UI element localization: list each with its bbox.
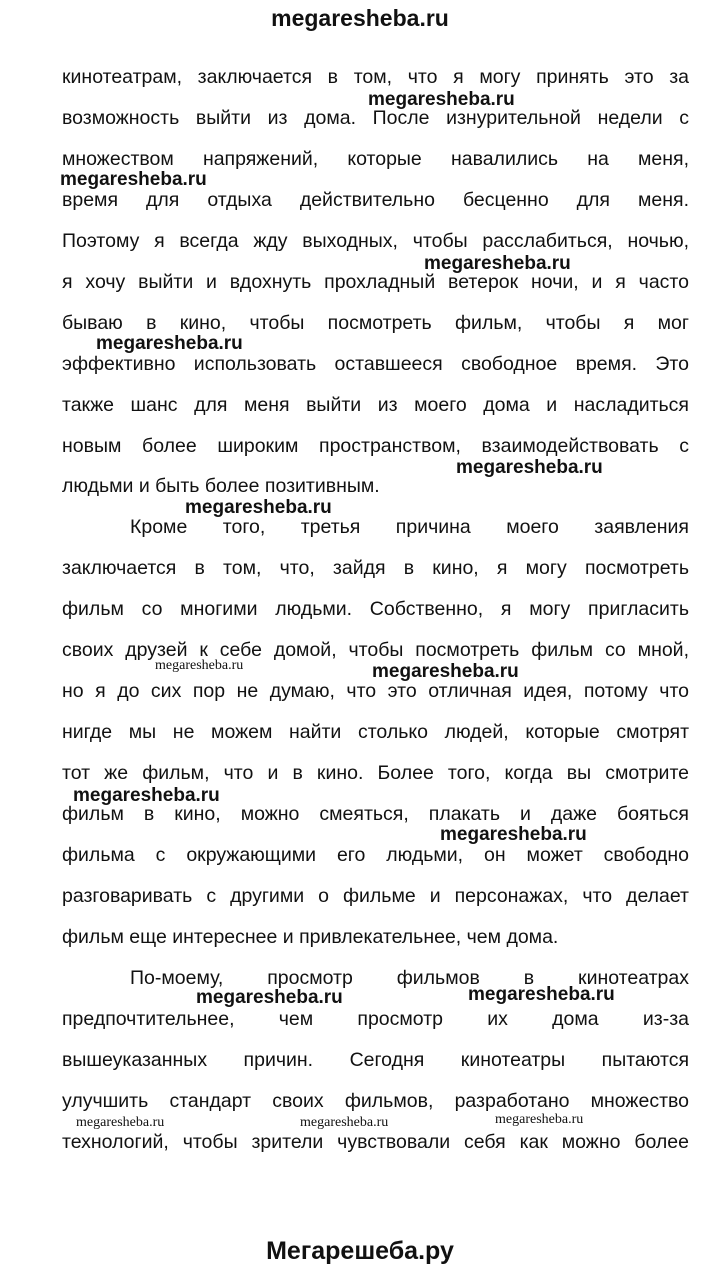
text-line: фильм со многими людьми. Собственно, я могу пригласить [62, 598, 689, 620]
text-line: новым более широким пространством, взаимодействовать с [62, 435, 689, 457]
text-line: кинотеатрам, заключается в том, что я могу принять это за [62, 66, 689, 88]
watermark: megaresheba.ru [96, 333, 243, 354]
text-line: бываю в кино, чтобы посмотреть фильм, чтобы я мог [62, 312, 689, 334]
site-header: megaresheba.ru [271, 5, 449, 31]
text-line: заключается в том, что, зайдя в кино, я могу посмотреть [62, 557, 689, 579]
text-line: тот же фильм, что и в кино. Более того, когда вы смотрите [62, 762, 689, 784]
text-line: разговаривать с другими о фильме и персонажах, что делает [62, 885, 689, 907]
text-line: Поэтому я всегда жду выходных, чтобы расслабиться, ночью, [62, 230, 689, 252]
paragraph-first-line: По-моему, просмотр фильмов в кинотеатрах [130, 967, 689, 989]
text-line: технологий, чтобы зрители чувствовали себя как можно более [62, 1131, 689, 1153]
text-line: фильм еще интереснее и привлекательнее, чем дома. [62, 926, 559, 948]
text-line: также шанс для меня выйти из моего дома и насладиться [62, 394, 689, 416]
site-footer: Мегарешеба.ру [266, 1237, 454, 1265]
watermark: megaresheba.ru [76, 1115, 165, 1130]
watermark: megaresheba.ru [73, 785, 220, 806]
watermark: megaresheba.ru [468, 984, 615, 1005]
text-line: вышеуказанных причин. Сегодня кинотеатры пытаются [62, 1049, 689, 1071]
watermark: megaresheba.ru [495, 1112, 584, 1127]
watermark: megaresheba.ru [440, 824, 587, 845]
text-line: эффективно использовать оставшееся свободное время. Это [62, 353, 689, 375]
watermark: megaresheba.ru [196, 987, 343, 1008]
watermark: megaresheba.ru [60, 169, 207, 190]
watermark: megaresheba.ru [372, 661, 519, 682]
watermark: megaresheba.ru [300, 1115, 389, 1130]
text-line: нигде мы не можем найти столько людей, которые смотрят [62, 721, 689, 743]
watermark: megaresheba.ru [185, 497, 332, 518]
watermark: megaresheba.ru [456, 457, 603, 478]
text-line: время для отдыха действительно бесценно для меня. [62, 189, 689, 211]
text-line: я хочу выйти и вдохнуть прохладный ветерок ночи, и я часто [62, 271, 689, 293]
text-line: но я до сих пор не думаю, что это отличная идея, потому что [62, 680, 689, 702]
text-line: фильма с окружающими его людьми, он может свободно [62, 844, 689, 866]
watermark: megaresheba.ru [155, 658, 244, 673]
watermark: megaresheba.ru [368, 89, 515, 110]
text-line: улучшить стандарт своих фильмов, разработано множество [62, 1090, 689, 1112]
text-line: предпочтительнее, чем просмотр их дома из-за [62, 1008, 689, 1030]
watermark: megaresheba.ru [424, 253, 571, 274]
text-line: возможность выйти из дома. После изнурительной недели с [62, 107, 689, 129]
text-line: людьми и быть более позитивным. [62, 475, 380, 497]
text-line: своих друзей к себе домой, чтобы посмотреть фильм со мной, [62, 639, 689, 661]
text-line: множеством напряжений, которые навалились на меня, [62, 148, 689, 170]
paragraph-first-line: Кроме того, третья причина моего заявления [130, 516, 689, 538]
text-line: фильм в кино, можно смеяться, плакать и даже бояться [62, 803, 689, 825]
